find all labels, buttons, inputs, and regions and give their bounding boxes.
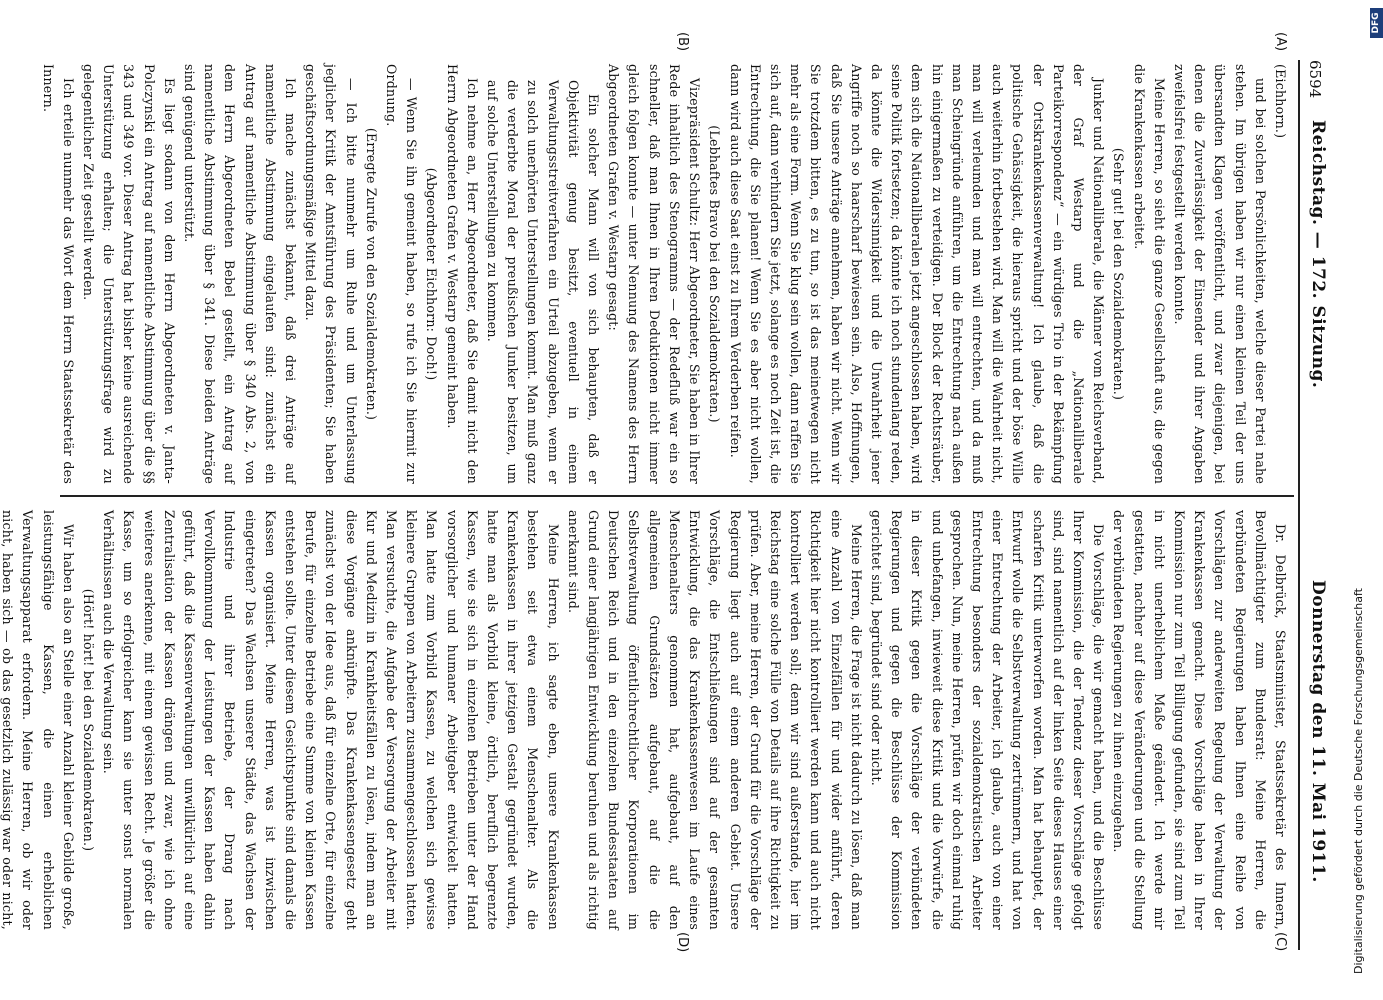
paragraph: Dr. Delbrück, Staatsminister, Staatssekretär des Innern, Bevollmächtigter zum Bundesrat: Meine Herren, die verbündeten Regierungen haben Ihnen eine Reihe von Vorschlägen zur anderweiten Regelung der Verwaltung der Krankenkassen gemacht. Diese Vorschläge haben in Ihrer Kommission nur zum Teil Billigung gefunden, sie sind zum Teil in nicht unerheblichem Maße geändert. Ich werde mir gestatten, nachher auf diese Veränderungen und die Stellung der verbündeten Regierungen zu ihnen einzugehen. [1111, 510, 1288, 930]
paragraph: — Wenn Sie ihn gemeint haben, so rufe ich Sie hiermit zur Ordnung. [384, 64, 420, 484]
dfg-logo-text: DFG [1371, 12, 1381, 34]
interjection: (Sehr gut! bei den Sozialdemokraten.) [1111, 147, 1127, 401]
paragraph: — Ich bitte nunmehr um Ruhe und um Unterlassung jeglicher Kritik der Amtsführung des Präsidenten; Sie haben geschäftsordnungsmäßige Mittel dazu. [303, 64, 359, 484]
paragraph: Die Vorschläge, die wir gemacht haben, und die Beschlüsse Ihrer Kommission, die der Tendenz dieser Vorschläge gefolgt sind, sind namentlich auf der linken Seite dieses Hauses einer scharfen Kritik unterworfen worden. Man hat behauptet, der Entwurf wolle die Selbstverwaltung zertrümmern, und hat von einer Entrechtung der Arbeiter, ich glaube, auch von einer Entrechtung besonders der sozialdemokratischen Arbeiter gesprochen. Nun, meine Herren, prüfen wir doch einmal ruhig und unbefangen, inwieweit diese Kritik und die Vorwürfe, die in dieser Kritik gegen die Vorschläge der verbündeten Regierungen und gegen die Beschlüsse der Kommission gerichtet sind, begründet sind oder nicht. [868, 510, 1107, 930]
quotation: Ein solcher Mann will von sich behaupten, daß er Objektivität genug besitzt, eventuell in einem Verwaltungsstreitverfahren ein Urteil abzugeben, wenn er zu solch unerhörten Unterstellungen kommt. Man muß ganz die verderbte Moral der preußischen Junker besitzen, um auf solche Unterstellungen zu kommen. [485, 80, 602, 484]
column-divider [60, 495, 1294, 497]
page-number: 6594 [1306, 60, 1324, 99]
paragraph: Ich nehme an, Herr Abgeordneter, daß Sie damit nicht den Herrn Abgeordneten Grafen v. Westarp gemeint haben. [444, 64, 480, 484]
paragraph: Junker und Nationalliberale, die Männer vom Reichsverband, der Graf Westarp und die „Nationalliberale Parteikorrespondenz“ — ein würdiges Trio in der Bekämpfung der Ortskrankenkassenverwaltung! Ich glaube, daß die politische Gehässigkeit, die hieraus spricht und der böse Wille auch weiterhin fortbestehen wird. Man will die Wahrheit nicht, man will verleumden und man will entrechten, und da muß man Scheingründe anführen, um die Entrechtung nach außen hin einigermaßen zu verteidigen. Der Block der Rechtsräuber, dem sich die Nationalliberalen jetzt angeschlossen haben, wird seine Politik fortsetzen; da könnte ich noch stundenlang reden, da könnte die Widersinnigkeit und die Unwahrheit jener Angriffe noch so haarscharf bewiesen sein. Also, Hoffnungen, daß Sie unsere Anträge annehmen, haben wir nicht. Wenn wir Sie trotzdem bitten, es zu tun, so ist das meinetwegen nicht mehr als eine Form. Wenn Sie klug sein wollen, dann raffen Sie sich auf, dann verhindern Sie jetzt, solange es noch Zeit ist, die Entrechtung, die Sie planen! Wenn Sie es aber nicht wollen, dann wird auch diese Saat einst zu Ihrem Verderben reifen. [727, 64, 1107, 484]
margin-mark-c: (C) [1273, 932, 1288, 952]
dfg-logo [1370, 8, 1383, 38]
page-header [1302, 60, 1330, 950]
paragraph: Meine Herren, so sieht die ganze Gesellschaft aus, die gegen die Krankenkassen arbeitet. [1131, 64, 1167, 484]
interjection: (Abgeordneter Eichhorn: Doch!) [424, 167, 440, 381]
header-rule [1298, 60, 1300, 950]
left-column [40, 64, 1290, 484]
paragraph: Ich mache zunächst bekannt, daß drei Anträge auf namentliche Abstimmung eingelaufen sind: zunächst ein Antrag auf namentliche Abstimmung über § 340 Abs. 2, von dem Herrn Abgeordneten Bebel gestellt, ein Antrag auf namentliche Abstimmung über § 341. Diese beiden Anträge sind genügend unterstützt. [182, 64, 299, 484]
right-column [0, 510, 1290, 930]
margin-mark-a: (A) [1273, 32, 1288, 52]
rotated-page [0, 32, 1330, 953]
paragraph: Vizepräsident Schultz: Herr Abgeordneter, Sie haben in Ihrer Rede inhaltlich des Stenogramms — der Redefluß war ein so schneller, daß man Ihnen in Ihren Deduktionen nicht immer gleich folgen konnte — unter Nennung des Namens des Herrn Abgeordneten Grafen v. Westarp gesagt: [606, 64, 703, 484]
interjection: (Erregte Zurufe von den Sozialdemokraten.) [363, 127, 379, 421]
margin-mark-d: (D) [675, 932, 690, 953]
paragraph: Meine Herren, die Frage ist nicht dadurch zu lösen, daß man eine Anzahl von Einzelfällen für und wider anführt, deren Richtigkeit hier nicht kontrolliert werden kann und auch nicht kontrolliert werden soll; denn wir sind außerstande, hier im Reichstag eine solche Fülle von Details auf ihre Richtigkeit zu prüfen. Aber, meine Herren, der Grund für die Vorschläge der Regierung liegt auch auf einem anderen Gebiet. Unsere Vorschläge, die Entschließungen sind auf der gesamten Entwicklung, die das Krankenkassenwesen im Laufe eines Menschenalters genommen hat, aufgebaut, auf den allgemeinen Grundsätzen aufgebaut, auf die die Selbstverwaltung öffentlichrechtlicher Korporationen im Deutschen Reich und in den einzelnen Bundesstaaten auf Grund einer langjährigen Entwicklung beruhen und als richtig anerkannt sind. [565, 510, 864, 930]
speaker-running-head: (Eichhorn.) [1273, 64, 1288, 139]
session-date: Donnerstag den 11. Mai 1911. [1308, 580, 1328, 883]
interjection: (Hört! hört! bei den Sozialdemokraten.) [81, 588, 97, 852]
funding-credit: Digitalisierung gefördert durch die Deutsche Forschungsgemeinschaft [1352, 588, 1365, 974]
paragraph: Ich erteile nunmehr das Wort dem Herrn Staatssekretär des Innern. [40, 64, 76, 484]
paragraph: Wir haben also an Stelle einer Anzahl kleiner Gebilde große, leistungsfähige Kassen, die einen erheblichen Verwaltungsapparat erfordern. Meine Herren, ob wir oder nicht, haben sich — ob das gesetzlich zulässig war oder nicht, [0, 510, 76, 930]
paragraph: Es liegt sodann von dem Herrn Abgeordneten v. Janta-Polczynski ein Antrag auf namentliche Abstimmung über die §§ 343 und 349 vor. Dieser Antrag hat bisher keine ausreichende Unterstützung erhalten; die Unterstützungsfrage wird zu gelegentlicher Zeit gestellt werden. [81, 64, 177, 484]
page-title: Reichstag. — 172. Sitzung. [1308, 120, 1328, 389]
digitization-note [1348, 14, 1374, 994]
interjection: (Lebhaftes Bravo bei den Sozialdemokraten.) [707, 125, 723, 423]
paragraph: Meine Herren, ich sagte eben, unsere Krankenkassen bestehen seit etwa einem Menschenalter. Als die Krankenkassen in ihrer jetzigen Gestalt gegründet wurden, hatte man als Vorbild kleine, örtlich, beruflich begrenzte Kassen, wie sie sich in einzelnen Betrieben unter der Hand vorsorglicher und humaner Arbeitgeber entwickelt hatten. Man hatte zum Vorbild Kassen, zu welchen sich gewisse kleinere Gruppen von Arbeitern zusammengeschlossen hatten. Man versuchte, die Aufgabe der Versorgung der Arbeiter mit Kur und Medizin in Krankheitsfällen zu lösen, indem man an diese Vorgänge anknüpfte. Das Krankenkassengesetz geht zunächst von der Idee aus, daß für einzelne Orte, für einzelne Berufe, für einzelne Betriebe eine Summe von kleinen Kassen entstehen sollte. Unter diesem Gesichtspunkte sind damals die Kassen organisiert. Meine Herren, was ist inzwischen eingetreten? Das Wachsen unserer Städte, das Wachsen der Industrie und ihrer Betriebe, der Drang nach Vervollkommnung der Leistungen der Kassen haben dahin geführt, daß die Kassenverwaltungen unwillkürlich auf eine Zentralisation der Kassen drängen und zwar, wie ich ohne weiteres anerkenne, mit einem gewissen Recht. Je größer die Kasse, um so erfolgreicher kann sie unter sonst normalen Verhältnissen auch die Verwaltung sein. [101, 510, 561, 930]
paragraph: und bei solchen Persönlichkeiten, welche dieser Partei nahe stehen. Im übrigen haben wir nur einen kleinen Teil der uns übersandten Klagen veröffentlicht, und zwar diejenigen, bei denen die Zuverlässigkeit der Einsender und ihrer Angaben zweifelsfrei festgestellt werden konnte. [1171, 64, 1268, 484]
margin-mark-b: (B) [675, 32, 690, 52]
